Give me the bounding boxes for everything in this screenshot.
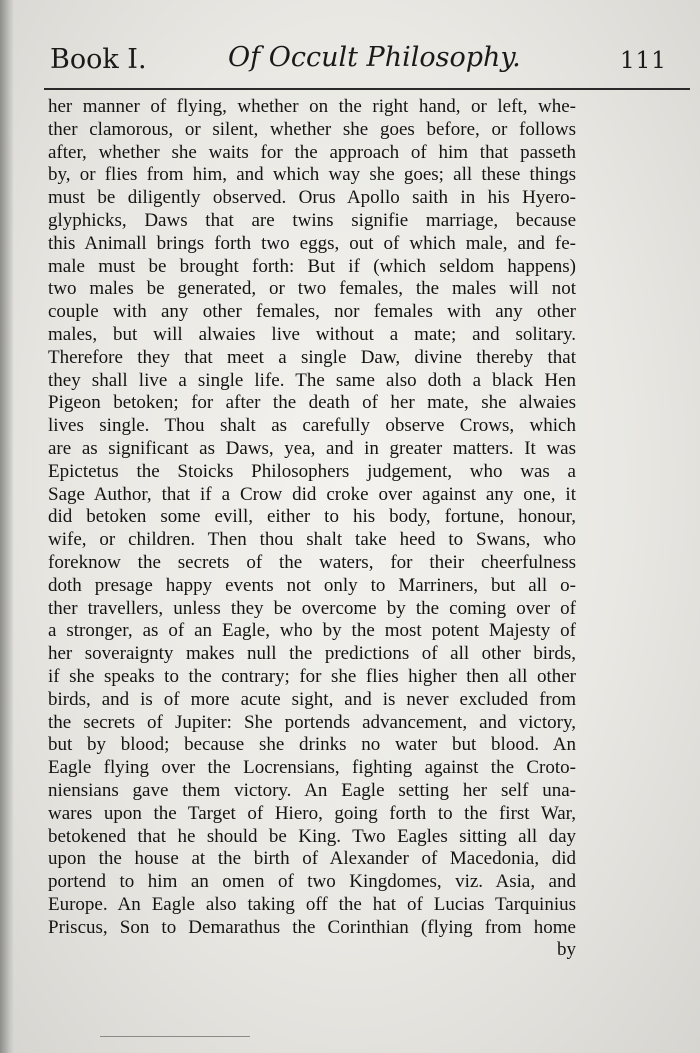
text-line: her manner of flying, whether on the right hand, or left, whe- — [48, 96, 576, 117]
header-book-label: Book I. — [50, 44, 147, 75]
text-line: Eagle flying over the Locrensians, fighting against the Croto- — [48, 757, 576, 779]
text-line: by — [557, 939, 576, 961]
text-line: portend to him an omen of two Kingdomes, viz. Asia, and — [48, 871, 576, 893]
text-line: two males be generated, or two females, the males will not — [48, 278, 576, 300]
text-line: a stronger, as of an Eagle, who by the most potent Majesty of — [48, 620, 576, 642]
text-line: males, but will alwaies live without a mate; and solitary. — [48, 323, 576, 345]
text-line: birds, and is of more acute sight, and is never excluded from — [48, 688, 576, 710]
text-line: after, whether she waits for the approach of him that passeth — [48, 141, 576, 163]
text-line: must be diligently observed. Orus Apollo saith in his Hyero- — [48, 187, 576, 209]
text-line: upon the house at the birth of Alexander of Macedonia, did — [48, 848, 576, 870]
text-line: they shall live a single life. The same also doth a black Hen — [48, 369, 576, 391]
text-line: ther clamorous, or silent, whether she goes before, or follows — [48, 118, 576, 140]
text-line: lives single. Thou shalt as carefully observe Crows, which — [48, 415, 576, 437]
text-line: the secrets of Jupiter: She portends advancement, and victory, — [48, 711, 576, 733]
text-line: her soveraignty makes null the predictions of all other birds, — [48, 643, 576, 665]
bottom-rule — [100, 1036, 250, 1037]
text-line: niensians gave them victory. An Eagle setting her self una- — [48, 779, 576, 801]
text-line: male must be brought forth: But if (which seldom happens) — [48, 255, 576, 277]
text-line: if she speaks to the contrary; for she flies higher then all other — [48, 665, 576, 687]
text-line: couple with any other females, nor females with any other — [48, 301, 576, 323]
body-text — [48, 96, 576, 962]
text-line: Priscus, Son to Demarathus the Corinthian (flying from home — [48, 916, 576, 938]
header-title: Of Occult Philosophy. — [228, 42, 521, 73]
text-line: this Animall brings forth two eggs, out of which male, and fe- — [48, 232, 576, 254]
text-line: but by blood; because she drinks no water but blood. An — [48, 734, 576, 756]
text-line: Pigeon betoken; for after the death of her mate, she alwaies — [48, 392, 576, 414]
text-line: are as significant as Daws, yea, and in greater matters. It was — [48, 437, 576, 459]
text-line: Epictetus the Stoicks Philosophers judgement, who was a — [48, 460, 576, 482]
text-line: Sage Author, that if a Crow did croke over against any one, it — [48, 483, 576, 505]
running-header — [40, 38, 690, 84]
text-line: Europe. An Eagle also taking off the hat of Lucias Tarquinius — [48, 893, 576, 915]
text-line: ther travellers, unless they be overcome by the coming over of — [48, 597, 576, 619]
text-line: by, or flies from him, and which way she goes; all these things — [48, 164, 576, 186]
header-rule — [44, 88, 690, 90]
text-line: did betoken some evill, either to his body, fortune, honour, — [48, 506, 576, 528]
text-line: Therefore they that meet a single Daw, divine thereby that — [48, 346, 576, 368]
page-number: 111 — [620, 48, 667, 74]
text-line: wares upon the Target of Hiero, going forth to the first War, — [48, 802, 576, 824]
text-line: wife, or children. Then thou shalt take heed to Swans, who — [48, 529, 576, 551]
text-line: doth presage happy events not only to Marriners, but all o- — [48, 574, 576, 596]
text-line: glyphicks, Daws that are twins signifie marriage, because — [48, 209, 576, 231]
page-edge-shadow — [0, 0, 14, 1053]
text-line: foreknow the secrets of the waters, for their cheerfulness — [48, 551, 576, 573]
text-line: betokened that he should be King. Two Eagles sitting all day — [48, 825, 576, 847]
